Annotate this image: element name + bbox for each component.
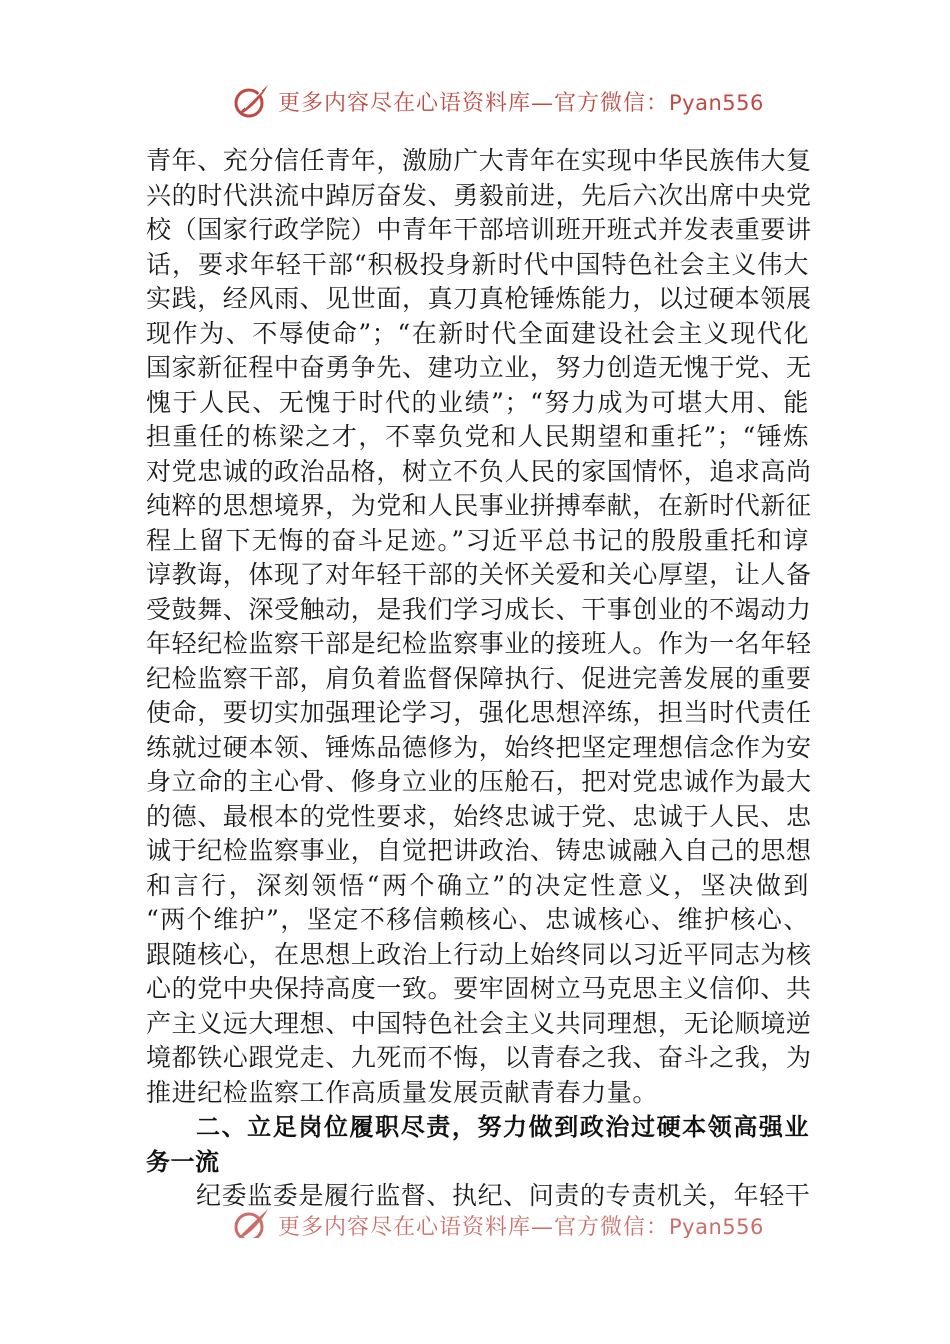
text-line: “两个维护”，坚定不移信赖核心、忠诚核心、维护核心、	[146, 905, 809, 934]
watermark-text	[278, 1210, 764, 1239]
text-line: 心的党中央保持高度一致。要牢固树立马克思主义信仰、共	[146, 974, 812, 1003]
text-line: 推进纪检监察工作高质量发展贡献青春力量。	[146, 1077, 659, 1107]
watermark-footer	[0, 1198, 950, 1238]
text-line: 青年、充分信任青年，激励广大青年在实现中华民族伟大复	[146, 146, 812, 175]
text-line: 年轻纪检监察干部是纪检监察事业的接班人。作为一名年轻	[146, 629, 812, 658]
text-line: 现作为、不辱使命”；“在新时代全面建设社会主义现代化	[146, 318, 809, 348]
document-body	[146, 144, 812, 1214]
text-line: 境都铁心跟党走、九死而不悔，以青春之我、奋斗之我，为	[146, 1043, 812, 1072]
text-line: 愧于人民、无愧于时代的业绩”；“努力成为可堪大用、能	[146, 387, 809, 417]
text-line: 谆教诲，体现了对年轻干部的关怀关爱和关心厚望，让人备	[146, 560, 812, 589]
wechat-id: Pyan556	[669, 90, 764, 115]
text-line: 国家新征程中奋勇争先、建功立业，努力创造无愧于党、无	[146, 353, 812, 382]
text-line: 练就过硬本领、锤炼品德修为，始终把坚定理想信念作为安	[146, 732, 812, 762]
quill-logo-icon	[232, 1206, 272, 1238]
text-line: 诚于纪检监察事业，自觉把讲政治、铸忠诚融入自己的思想	[146, 836, 812, 865]
text-line: 程上留下无悔的奋斗足迹。”习近平总书记的殷殷重托和谆	[146, 525, 809, 555]
text-line: 受鼓舞、深受触动，是我们学习成长、干事创业的不竭动力	[146, 594, 812, 624]
watermark-text	[278, 86, 764, 117]
text-line: 对党忠诚的政治品格，树立不负人民的家国情怀，追求高尚	[146, 456, 812, 486]
text-line: 使命，要切实加强理论学习，强化思想淬练，担当时代责任	[146, 698, 812, 727]
text-line: 话，要求年轻干部“积极投身新时代中国特色社会主义伟大	[146, 249, 809, 279]
watermark-header	[0, 78, 950, 122]
watermark-label: 更多内容尽在心语资料库—官方微信：	[278, 1214, 670, 1238]
text-line: 实践，经风雨、见世面，真刀真枪锤炼能力，以过硬本领展	[146, 284, 812, 313]
wechat-id: Pyan556	[669, 1214, 764, 1238]
text-line: 产主义远大理想、中国特色社会主义共同理想，无论顺境逆	[146, 1008, 812, 1038]
text-line: 纪委监委是履行监督、执纪、问责的专责机关，年轻干	[196, 1181, 811, 1210]
text-line: 纪检监察干部，肩负着监督保障执行、促进完善发展的重要	[146, 663, 812, 693]
text-line: 担重任的栋梁之才，不辜负党和人民期望和重托”；“锤炼	[146, 422, 809, 451]
text-line: 校（国家行政学院）中青年干部培训班开班式并发表重要讲	[146, 215, 812, 244]
text-line: 纯粹的思想境界，为党和人民事业拼搏奉献，在新时代新征	[146, 491, 812, 520]
quill-logo-icon	[232, 82, 272, 120]
text-line: 跟随核心，在思想上政治上行动上始终同以习近平同志为核	[146, 939, 812, 969]
section-heading: 二、立足岗位履职尽责，努力做到政治过硬本领高强业	[196, 1113, 809, 1141]
watermark-label: 更多内容尽在心语资料库—官方微信：	[278, 90, 670, 116]
text-line: 兴的时代洪流中踔厉奋发、勇毅前进，先后六次出席中央党	[146, 180, 812, 210]
text-line: 身立命的主心骨、修身立业的压舱石，把对党忠诚作为最大	[146, 767, 812, 796]
text-line: 和言行，深刻领悟“两个确立”的决定性意义，坚决做到	[146, 870, 809, 900]
text-line: 的德、最根本的党性要求，始终忠诚于党、忠诚于人民、忠	[146, 801, 812, 831]
section-heading-continued: 务一流	[146, 1147, 220, 1176]
